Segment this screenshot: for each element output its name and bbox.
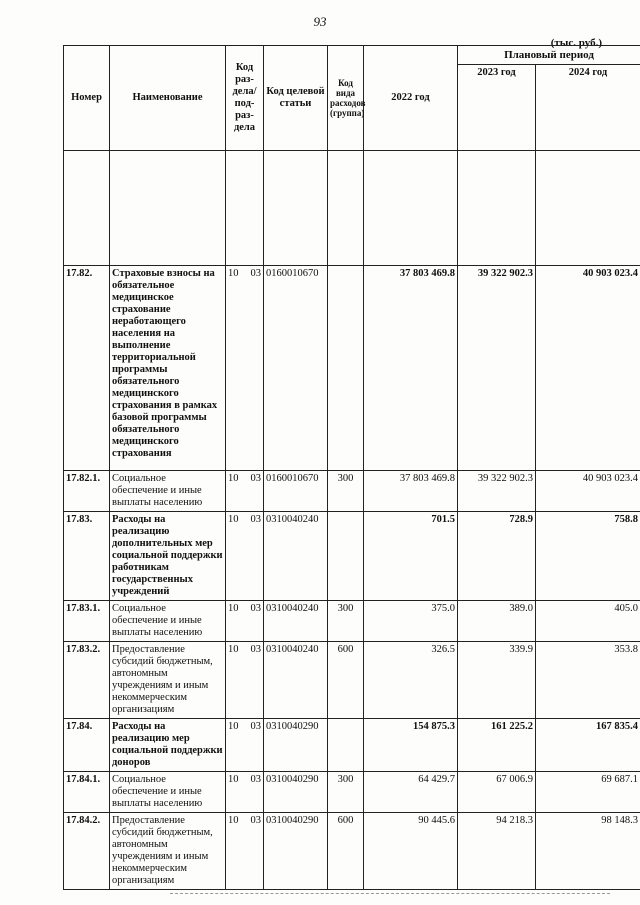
row-value-2022: 375.0 [364,601,458,642]
row-subsection: 03 [250,644,261,655]
row-number: 17.84.2. [64,813,110,890]
row-value-2023: 94 218.3 [458,813,536,890]
table-row [64,813,640,890]
row-name: Социальное обеспечение и иные выплаты населению [110,772,226,813]
row-value-2023: 728.9 [458,512,536,601]
row-name: Расходы на реализацию мер социальной поддержки доноров [110,719,226,772]
row-section: 10 [228,514,239,525]
row-value-2024: 405.0 [536,601,640,642]
row-expense-code [328,266,364,471]
units-label: (тыс. руб.) [550,37,602,49]
row-section-code [226,471,264,512]
row-name: Предоставление субсидий бюджетным, автономным учреждениям и иным некоммерческим организациям [110,642,226,719]
table-row [64,266,640,471]
row-section-code [226,813,264,890]
row-target-code: 0160010670 [264,471,328,512]
row-number: 17.83.2. [64,642,110,719]
row-value-2022: 154 875.3 [364,719,458,772]
row-value-2024: 167 835.4 [536,719,640,772]
table-row [64,719,640,772]
page-number: 93 [313,14,327,29]
row-target-code: 0310040240 [264,512,328,601]
row-value-2023: 161 225.2 [458,719,536,772]
row-expense-code: 300 [328,772,364,813]
table-row [64,601,640,642]
row-section: 10 [228,268,239,279]
row-target-code: 0310040290 [264,813,328,890]
budget-table [63,45,640,890]
row-subsection: 03 [250,473,261,484]
row-value-2022: 701.5 [364,512,458,601]
row-section-code [226,266,264,471]
row-subsection: 03 [250,721,261,732]
row-value-2023: 39 322 902.3 [458,266,536,471]
row-value-2023: 389.0 [458,601,536,642]
row-number: 17.82. [64,266,110,471]
row-section-code [226,772,264,813]
row-name: Предоставление субсидий бюджетным, автономным учреждениям и иным некоммерческим организациям [110,813,226,890]
table-row [64,471,640,512]
table-row [64,642,640,719]
header-plan-period: Плановый период [458,46,640,65]
row-subsection: 03 [250,774,261,785]
row-value-2023: 39 322 902.3 [458,471,536,512]
table-row [64,512,640,601]
row-subsection: 03 [250,268,261,279]
header-name: Наименование [110,46,226,151]
header-target: Код целевой статьи [264,46,328,151]
row-target-code: 0310040240 [264,642,328,719]
row-expense-code [328,512,364,601]
header-number: Номер [64,46,110,151]
header-row [64,46,640,65]
row-name: Расходы на реализацию дополнительных мер социальной поддержки работникам государственных учреждений [110,512,226,601]
row-target-code: 0310040240 [264,601,328,642]
row-subsection: 03 [250,603,261,614]
row-section: 10 [228,815,239,826]
row-value-2024: 69 687.1 [536,772,640,813]
spacer-row [64,151,640,266]
row-value-2024: 98 148.3 [536,813,640,890]
row-number: 17.84.1. [64,772,110,813]
row-expense-code: 300 [328,601,364,642]
row-number: 17.83.1. [64,601,110,642]
table-body [64,151,640,890]
row-value-2022: 326.5 [364,642,458,719]
row-section: 10 [228,603,239,614]
row-section-code [226,601,264,642]
header-2022: 2022 год [364,46,458,151]
row-section-code [226,642,264,719]
row-name: Социальное обеспечение и иные выплаты населению [110,471,226,512]
row-number: 17.84. [64,719,110,772]
row-target-code: 0160010670 [264,266,328,471]
row-value-2022: 64 429.7 [364,772,458,813]
row-value-2024: 40 903 023.4 [536,471,640,512]
row-section-code [226,512,264,601]
row-number: 17.83. [64,512,110,601]
row-expense-code [328,719,364,772]
row-expense-code: 300 [328,471,364,512]
row-section: 10 [228,774,239,785]
row-value-2024: 758.8 [536,512,640,601]
row-value-2023: 339.9 [458,642,536,719]
header-2023: 2023 год [458,65,536,151]
row-value-2022: 37 803 469.8 [364,471,458,512]
row-subsection: 03 [250,514,261,525]
header-2024: 2024 год [536,65,640,151]
table-row [64,772,640,813]
row-section: 10 [228,644,239,655]
row-target-code: 0310040290 [264,719,328,772]
row-value-2024: 353.8 [536,642,640,719]
row-subsection: 03 [250,815,261,826]
header-expense: Код вида расходов (группа) [328,46,364,151]
row-name: Социальное обеспечение и иные выплаты населению [110,601,226,642]
row-target-code: 0310040290 [264,772,328,813]
row-value-2022: 37 803 469.8 [364,266,458,471]
row-expense-code: 600 [328,813,364,890]
header-section: Код раз-дела/ под-раз-дела [226,46,264,151]
row-section-code [226,719,264,772]
row-number: 17.82.1. [64,471,110,512]
row-name: Страховые взносы на обязательное медицинское страхование неработающего населения на выполнение территориальной программы обязательного медицинского страхования в рамках базовой программы обязательного медицинского страхования [110,266,226,471]
bottom-edge-marks [170,893,610,896]
row-value-2023: 67 006.9 [458,772,536,813]
row-value-2024: 40 903 023.4 [536,266,640,471]
row-section: 10 [228,473,239,484]
row-value-2022: 90 445.6 [364,813,458,890]
row-expense-code: 600 [328,642,364,719]
row-section: 10 [228,721,239,732]
